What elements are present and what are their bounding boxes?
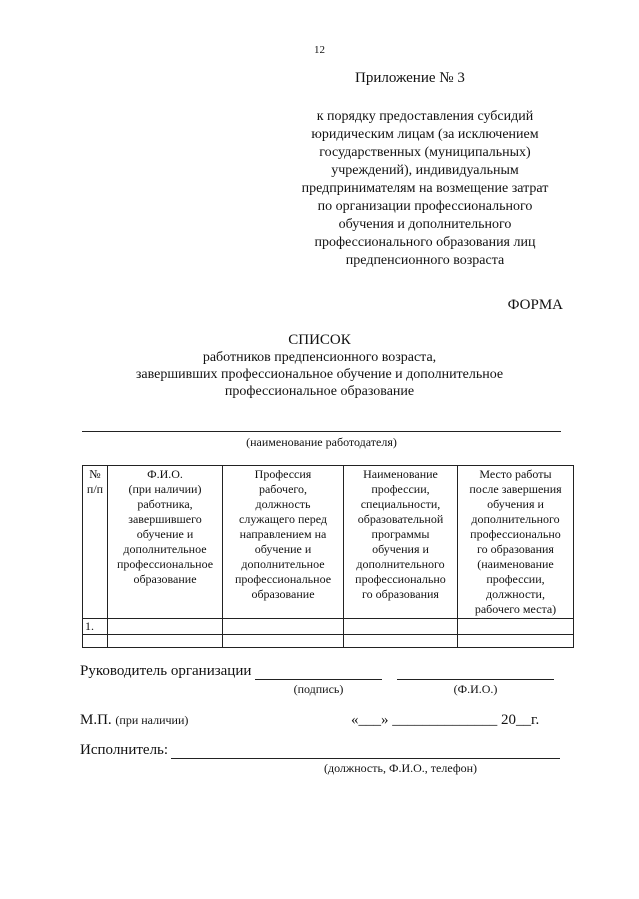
document-subtitle xyxy=(90,349,549,400)
header-workplace: Место работы после завершения обучения и дополнительного профессионально го образования (наименование профессии, должности, рабочего места) xyxy=(458,466,574,619)
header-profession: Профессия рабочего, должность служащего перед направлением на обучение и дополнительное профессиональное образование xyxy=(223,466,344,619)
appendix-title: Приложение № 3 xyxy=(355,70,465,86)
stamp-place xyxy=(80,712,188,729)
table-header-row xyxy=(83,466,574,619)
signature-line[interactable] xyxy=(255,679,382,680)
document-title: СПИСОК xyxy=(288,332,351,348)
page-number: 12 xyxy=(314,44,325,56)
subtitle-line: завершивших профессиональное обучение и дополнительное xyxy=(135,367,504,382)
appendix-line: предпенсионного возраста xyxy=(345,253,505,268)
signature-caption: (подпись) xyxy=(293,682,344,696)
table-cell[interactable] xyxy=(223,635,344,648)
subtitle-line: работников предпенсионного возраста, xyxy=(202,350,437,365)
appendix-line: обучения и дополнительного xyxy=(338,217,512,232)
appendix-line: юридическим лицам (за исключением xyxy=(311,127,539,142)
table-cell[interactable] xyxy=(458,619,574,635)
appendix-line: к порядку предоставления субсидий xyxy=(316,109,534,124)
form-label: ФОРМА xyxy=(507,297,563,313)
table-row xyxy=(83,635,574,648)
executor-label: Исполнитель: xyxy=(80,742,169,758)
employer-caption: (наименование работодателя) xyxy=(246,435,397,449)
director-name-caption: (Ф.И.О.) xyxy=(453,682,498,696)
stamp-label: М.П. xyxy=(80,712,112,728)
appendix-line: профессионального образования лиц xyxy=(314,235,536,250)
table-cell[interactable] xyxy=(108,619,223,635)
employees-table xyxy=(82,465,574,648)
appendix-line: учреждений), индивидуальным xyxy=(331,163,519,178)
appendix-description xyxy=(282,108,568,270)
appendix-line: государственных (муниципальных) xyxy=(319,145,531,160)
header-program: Наименование профессии, специальности, образовательной программы обучения и дополнительного профессионально го образования xyxy=(344,466,458,619)
director-label: Руководитель организации xyxy=(80,663,252,679)
header-full-name: Ф.И.О. (при наличии) работника, завершившего обучение и дополнительное профессиональное образование xyxy=(108,466,223,619)
stamp-note: (при наличии) xyxy=(115,713,189,727)
executor-line[interactable] xyxy=(171,758,560,759)
appendix-line: по организации профессионального xyxy=(317,199,533,214)
table-cell[interactable]: 1. xyxy=(83,619,108,635)
table-cell[interactable] xyxy=(108,635,223,648)
appendix-line: предпринимателям на возмещение затрат xyxy=(301,181,549,196)
executor-caption: (должность, Ф.И.О., телефон) xyxy=(323,761,478,775)
table-cell[interactable] xyxy=(344,635,458,648)
table-row xyxy=(83,619,574,635)
table-cell[interactable] xyxy=(223,619,344,635)
header-number: № п/п xyxy=(83,466,108,619)
date-field[interactable]: «___» ______________ 20__г. xyxy=(351,712,540,728)
table-cell[interactable] xyxy=(83,635,108,648)
table-cell[interactable] xyxy=(458,635,574,648)
employer-name-line[interactable] xyxy=(82,431,561,432)
subtitle-line: профессиональное образование xyxy=(224,384,415,399)
table-cell[interactable] xyxy=(344,619,458,635)
director-name-line[interactable] xyxy=(397,679,554,680)
